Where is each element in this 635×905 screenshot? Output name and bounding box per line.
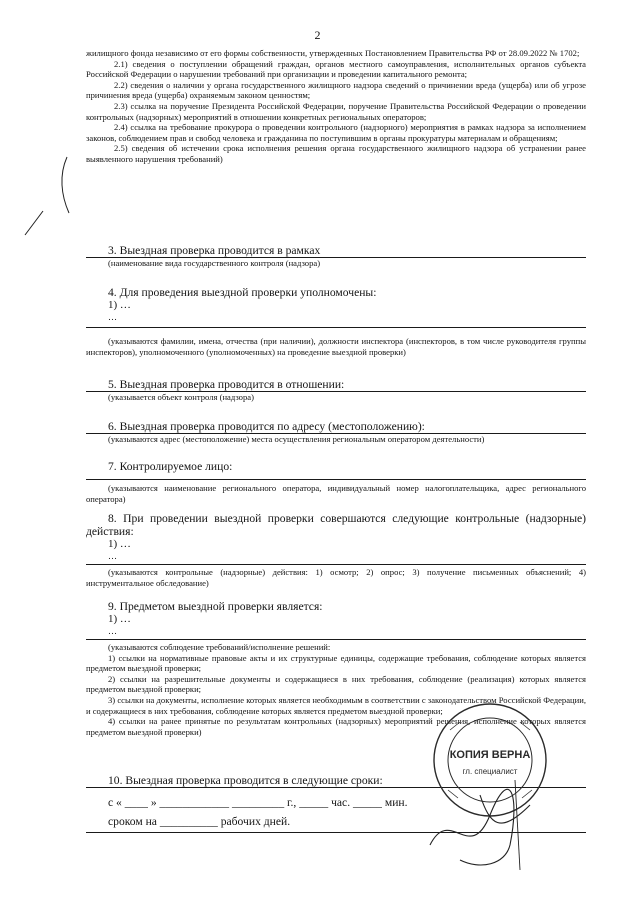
intro-section	[86, 48, 586, 165]
signature	[420, 775, 540, 875]
handwritten-mark	[55, 155, 71, 215]
section-4-heading: 4. Для проведения выездной проверки уполномочены:	[108, 286, 377, 299]
section-9-heading: 9. Предметом выездной проверки является:	[108, 600, 323, 613]
section-5-heading: 5. Выездная проверка проводится в отношении:	[108, 378, 345, 391]
intro-paragraph: 2.3) ссылка на поручение Президента Российской Федерации, поручение Правительства Российской Федерации о проведении контрольных (надзорных) мероприятий в отношении конкретных региональных операторов;	[86, 100, 586, 122]
section-9-caption: 4) ссылки на ранее принятые по результатам контрольных (надзорных) мероприятий решения, исполнение которых является предметом выездной проверки)	[86, 716, 586, 737]
section-4	[86, 286, 586, 357]
section-9-caption: 2) ссылки на разрешительные документы и содержащиеся в них требования, соблюдение (реализация) которых является предметом выездной проверки;	[86, 673, 586, 695]
list-item: 1) …	[108, 538, 131, 550]
section-3-caption: (наименование вида государственного контроля (надзора)	[108, 258, 321, 268]
stamp-text: КОПИЯ ВЕРНА	[449, 749, 531, 761]
section-7-heading: 7. Контролируемое лицо:	[108, 460, 233, 473]
date-row: с « ____ » ____________ _________ г., _____ час. _____ мин.	[108, 796, 408, 809]
section-6	[86, 420, 586, 445]
intro-paragraph: жилищного фонда независимо от его формы собственности, утвержденных Постановлением Правительства РФ от 28.09.2022 № 1702;	[86, 48, 580, 58]
section-8-heading: 8. При проведении выездной проверки совершаются следующие контрольные (надзорные) действия:	[86, 512, 586, 538]
intro-paragraph: 2.5) сведения об истечении срока исполнения решения органа государственного жилищного надзора об устранении ранее выявленного нарушения требований)	[86, 143, 586, 164]
section-9-caption: 3) ссылки на документы, исполнение которых является необходимым в соответствии с законодательством Российской Федерации, и содержащиеся в них требования, соблюдение которых является предметом выездной проверки;	[86, 694, 586, 716]
fill-line	[86, 564, 586, 565]
list-item: 1) …	[108, 613, 131, 625]
list-item: …	[108, 626, 117, 636]
section-6-caption: (указываются адрес (местоположение) места осуществления региональным оператором деятельности)	[108, 434, 485, 444]
duration-row: сроком на __________ рабочих дней.	[108, 815, 291, 828]
section-3	[86, 244, 586, 269]
section-7	[86, 460, 586, 504]
section-5-caption: (указывается объект контроля (надзора)	[108, 392, 254, 402]
section-6-heading: 6. Выездная проверка проводится по адресу (местоположению):	[108, 420, 425, 433]
intro-paragraph: 2.2) сведения о наличии у органа государственного жилищного надзора сведений о причинении вреда (ущерба) или об угрозе причинения вреда (ущерба) охраняемым законом ценностям;	[86, 79, 586, 101]
section-4-caption: (указываются фамилии, имена, отчества (при наличии), должности инспектора (инспекторов, в том числе руководителя группы инспекторов), уполномоченного (уполномоченных) на проведение выездной проверки)	[86, 336, 586, 357]
section-9-caption: (указываются соблюдение требований/исполнение решений:	[108, 642, 331, 652]
list-item: …	[108, 312, 117, 322]
section-3-heading: 3. Выездная проверка проводится в рамках	[108, 244, 321, 257]
intro-paragraph: 2.1) сведения о поступлении обращений граждан, органов местного самоуправления, исполнительных органов субъекта Российской Федерации о нарушении требований при организации и проведении капитального ремонта;	[86, 58, 586, 80]
list-item: …	[108, 551, 117, 561]
list-item: 1) …	[108, 299, 131, 311]
handwritten-slash	[24, 210, 44, 236]
intro-paragraph: 2.4) ссылка на требование прокурора о проведении контрольного (надзорного) мероприятия в рамках надзора за исполнением законов, соблюдением прав и свобод человека и гражданина по поступившим в органы прокуратуры материалам и обращениям;	[86, 122, 586, 143]
section-8-caption: (указываются контрольные (надзорные) действия: 1) осмотр; 2) опрос; 3) получение письменных объяснений; 4) инструментальное обследование)	[86, 567, 586, 588]
fill-line	[86, 639, 586, 640]
page-number: 2	[314, 28, 321, 42]
stamp-subtext: гл. специалист	[462, 767, 518, 776]
section-8	[86, 512, 586, 588]
section-5	[86, 378, 586, 403]
section-7-caption: (указываются наименование регионального оператора, индивидуальный номер налогоплательщика, адрес регионального оператора)	[86, 483, 586, 504]
section-10-heading: 10. Выездная проверка проводится в следующие сроки:	[108, 774, 383, 787]
fill-line	[86, 479, 586, 480]
section-9-caption: 1) ссылки на нормативные правовые акты и их структурные единицы, содержащие требования, соблюдение которых является предметом выездной проверки;	[86, 652, 586, 674]
fill-line	[86, 327, 586, 328]
